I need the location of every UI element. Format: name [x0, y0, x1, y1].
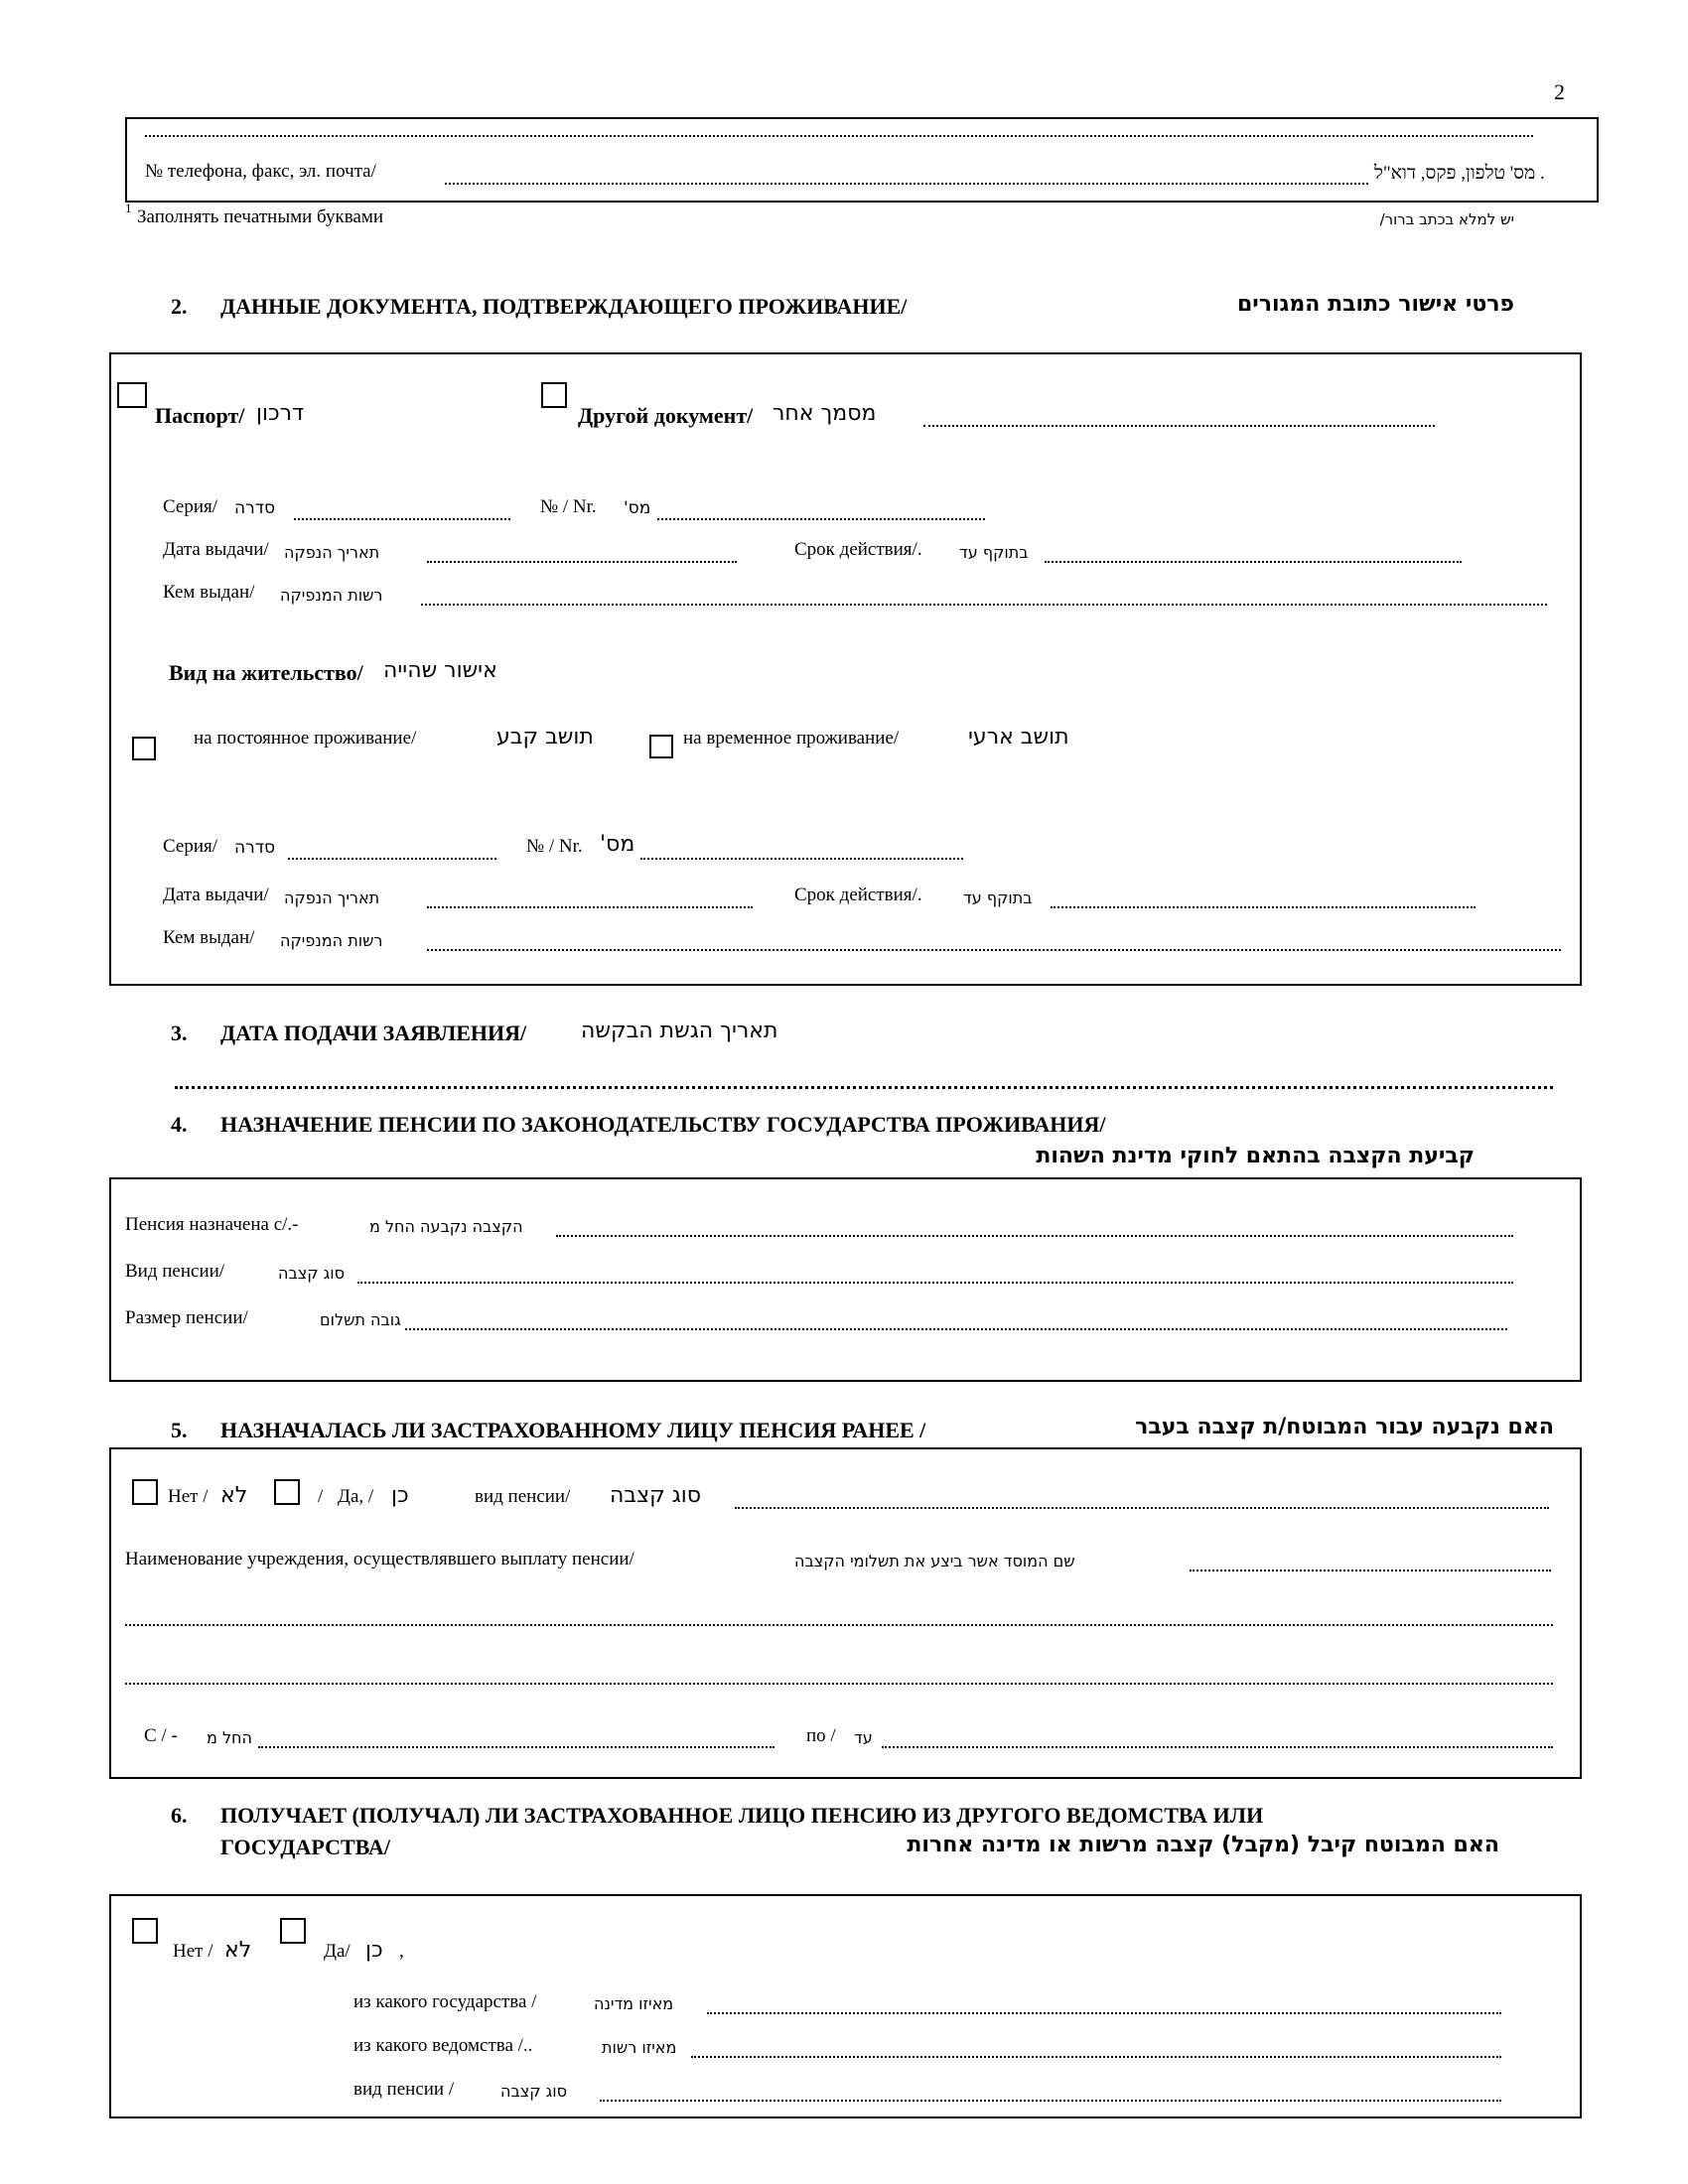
passport-label-he: דרכון [256, 401, 305, 426]
s6-no-label-ru: Нет / [173, 1941, 213, 1962]
issued-by-label-he-2: רשות המנפיקה [280, 931, 383, 950]
s6-no-checkbox[interactable] [132, 1918, 158, 1944]
print-note-he: יש למלא בכתב ברור/ [1379, 210, 1514, 228]
s5-institution-field-3[interactable] [125, 1683, 1553, 1685]
residence-label-he: אישור שהייה [383, 658, 497, 683]
s5-institution-field[interactable] [1190, 1570, 1551, 1571]
nr-field-2[interactable] [640, 858, 963, 860]
s5-type-field[interactable] [735, 1507, 1549, 1509]
valid-field-2[interactable] [1051, 906, 1476, 908]
s6-yes-label-ru: Да/ [324, 1941, 351, 1962]
s3-title-ru: ДАТА ПОДАЧИ ЗАЯВЛЕНИЯ/ [220, 1021, 527, 1045]
series-field-2[interactable] [288, 858, 496, 860]
contact-label-he: . מס' טלפון, פקס, דוא"ל [1374, 163, 1545, 184]
nr-label-2: № / Nr. [526, 836, 583, 857]
series-label-he: סדרה [234, 498, 276, 518]
s6-box [109, 1894, 1582, 2118]
residence-label-ru: Вид на жительство/ [169, 660, 363, 685]
temporary-checkbox[interactable] [649, 735, 673, 758]
other-doc-label-he: מסמך אחר [773, 401, 877, 426]
s6-title-ru-line2: ГОСУДАРСТВА/ [220, 1835, 390, 1859]
nr-label-he: מס' [624, 498, 651, 518]
valid-label: Срок действия/. [794, 539, 922, 560]
s3-title-he: תאריך הגשת הבקשה [581, 1019, 778, 1043]
pension-amount-label-he: גובה תשלום [320, 1310, 401, 1329]
issued-by-label-2: Кем выдан/ [163, 927, 255, 948]
issue-date-label-he: תאריך הנפקה [284, 543, 380, 562]
pension-type-field[interactable] [357, 1282, 1513, 1284]
s6-authority-label-ru: из какого ведомства /.. [353, 2035, 533, 2056]
nr-label-he-2: מס' [600, 832, 635, 857]
s5-type-label-he: סוג קצבה [610, 1483, 702, 1508]
s5-no-label-he: לא [220, 1483, 248, 1508]
application-date-field[interactable] [175, 1086, 1553, 1089]
s5-no-checkbox[interactable] [132, 1479, 158, 1505]
issue-date-field[interactable] [427, 561, 737, 563]
permanent-checkbox[interactable] [132, 737, 156, 760]
s6-comma: , [399, 1941, 404, 1962]
permanent-label-ru: на постоянное проживание/ [194, 728, 417, 749]
issued-by-field[interactable] [421, 604, 1547, 606]
contact-line-1[interactable] [145, 135, 1533, 137]
s5-box [109, 1447, 1582, 1779]
s5-from-field[interactable] [258, 1746, 774, 1748]
s5-title-ru: НАЗНАЧАЛАСЬ ЛИ ЗАСТРАХОВАННОМУ ЛИЦУ ПЕНСИЯ РАНЕЕ / [220, 1418, 926, 1442]
valid-label-he: בתוקף עד [959, 543, 1029, 562]
s5-institution-field-2[interactable] [125, 1624, 1553, 1626]
contact-label-ru: № телефона, факс, эл. почта/ [145, 161, 376, 182]
s6-authority-field[interactable] [691, 2056, 1501, 2058]
s6-type-label-he: סוג קצבה [500, 2082, 567, 2101]
s5-yes-checkbox[interactable] [274, 1479, 300, 1505]
temporary-label-he: תושב ארעי [968, 725, 1069, 750]
s5-from-label-he: החל מ [207, 1728, 252, 1747]
pension-amount-label-ru: Размер пенсии/ [125, 1307, 248, 1328]
permanent-label-he: תושב קבע [496, 725, 594, 750]
s5-to-field[interactable] [882, 1746, 1553, 1748]
s5-to-label-ru: по / [806, 1725, 836, 1746]
other-doc-field[interactable] [923, 425, 1435, 427]
s4-title-ru: НАЗНАЧЕНИЕ ПЕНСИИ ПО ЗАКОНОДАТЕЛЬСТВУ ГОСУДАРСТВА ПРОЖИВАНИЯ/ [220, 1112, 1106, 1137]
s6-no-label-he: לא [224, 1938, 252, 1963]
other-doc-checkbox[interactable] [541, 382, 567, 408]
s2-title-he: פרטי אישור כתובת המגורים [1236, 292, 1514, 317]
s5-no-label-ru: Нет / [168, 1486, 209, 1507]
passport-checkbox[interactable] [117, 382, 147, 408]
s6-yes-checkbox[interactable] [280, 1918, 306, 1944]
other-doc-label-ru: Другой документ/ [578, 403, 754, 428]
series-label-he-2: סדרה [234, 838, 276, 858]
nr-label: № / Nr. [540, 496, 597, 517]
nr-field[interactable] [657, 518, 985, 520]
s6-type-label-ru: вид пенсии / [353, 2079, 455, 2100]
s6-title-ru-line1: ПОЛУЧАЕТ (ПОЛУЧАЛ) ЛИ ЗАСТРАХОВАННОЕ ЛИЦО ПЕНСИЮ ИЗ ДРУГОГО ВЕДОМСТВА ИЛИ [220, 1803, 1264, 1828]
s2-number: 2. [171, 294, 188, 319]
s6-country-label-he: מאיזו מדינה [594, 1994, 674, 2013]
granted-label-ru: Пенсия назначена с/.- [125, 1214, 299, 1235]
s4-number: 4. [171, 1112, 188, 1137]
s5-from-label-ru: С / - [144, 1725, 178, 1746]
s6-authority-label-he: מאיזו רשות [602, 2038, 677, 2057]
s6-title-he: האם המבוטח קיבל (מקבל) קצבה מרשות או מדינה אחרות [907, 1833, 1499, 1857]
s2-title-ru: ДАННЫЕ ДОКУМЕНТА, ПОДТВЕРЖДАЮЩЕГО ПРОЖИВАНИЕ/ [220, 294, 908, 319]
issued-by-label: Кем выдан/ [163, 582, 255, 603]
s4-title-he: קביעת הקצבה בהתאם לחוקי מדינת השהות [1036, 1144, 1475, 1168]
s5-yes-label-he: כן [391, 1483, 409, 1508]
series-label-2: Серия/ [163, 836, 218, 857]
s6-yes-label-he: כן [365, 1938, 383, 1963]
pension-type-label-he: סוג קצבה [278, 1264, 345, 1283]
s5-to-label-he: עד [854, 1728, 873, 1747]
s5-type-label-ru: вид пенсии/ [475, 1486, 571, 1507]
issue-date-label-he-2: תאריך הנפקה [284, 888, 380, 907]
print-note-ru: Заполнять печатными буквами [137, 206, 384, 227]
issue-date-field-2[interactable] [427, 906, 753, 908]
s5-title-he: האם נקבעה עבור המבוטח/ת קצבה בעבר [1135, 1415, 1554, 1439]
s6-country-field[interactable] [707, 2012, 1501, 2014]
contact-box [125, 117, 1599, 203]
valid-label-he-2: בתוקף עד [963, 888, 1033, 907]
issued-by-field-2[interactable] [427, 949, 1561, 951]
series-label: Серия/ [163, 496, 218, 517]
issued-by-label-he: רשות המנפיקה [280, 586, 383, 605]
page-number: 2 [1554, 79, 1565, 104]
granted-field[interactable] [556, 1235, 1513, 1237]
valid-field[interactable] [1045, 561, 1462, 563]
s5-institution-label-he: שם המוסד אשר ביצע את תשלומי הקצבה [794, 1552, 1075, 1570]
s5-number: 5. [171, 1418, 188, 1442]
contact-field[interactable] [445, 183, 1368, 185]
passport-label-ru: Паспорт/ [155, 403, 245, 428]
issue-date-label-2: Дата выдачи/ [163, 885, 269, 905]
issue-date-label: Дата выдачи/ [163, 539, 269, 560]
s5-slash: / [318, 1486, 324, 1507]
pension-amount-field[interactable] [405, 1328, 1507, 1330]
series-field[interactable] [294, 518, 510, 520]
valid-label-2: Срок действия/. [794, 885, 922, 905]
pension-type-label-ru: Вид пенсии/ [125, 1261, 225, 1282]
s6-number: 6. [171, 1803, 188, 1828]
s5-institution-label-ru: Наименование учреждения, осуществлявшего выплату пенсии/ [125, 1549, 634, 1570]
s5-yes-label-ru: Да, / [338, 1486, 374, 1507]
s6-type-field[interactable] [600, 2100, 1501, 2102]
granted-label-he: הקצבה נקבעה החל מ [369, 1217, 523, 1236]
footnote-mark: 1 [125, 201, 132, 215]
s6-country-label-ru: из какого государства / [353, 1991, 537, 2012]
temporary-label-ru: на временное проживание/ [683, 728, 900, 749]
s3-number: 3. [171, 1021, 188, 1045]
